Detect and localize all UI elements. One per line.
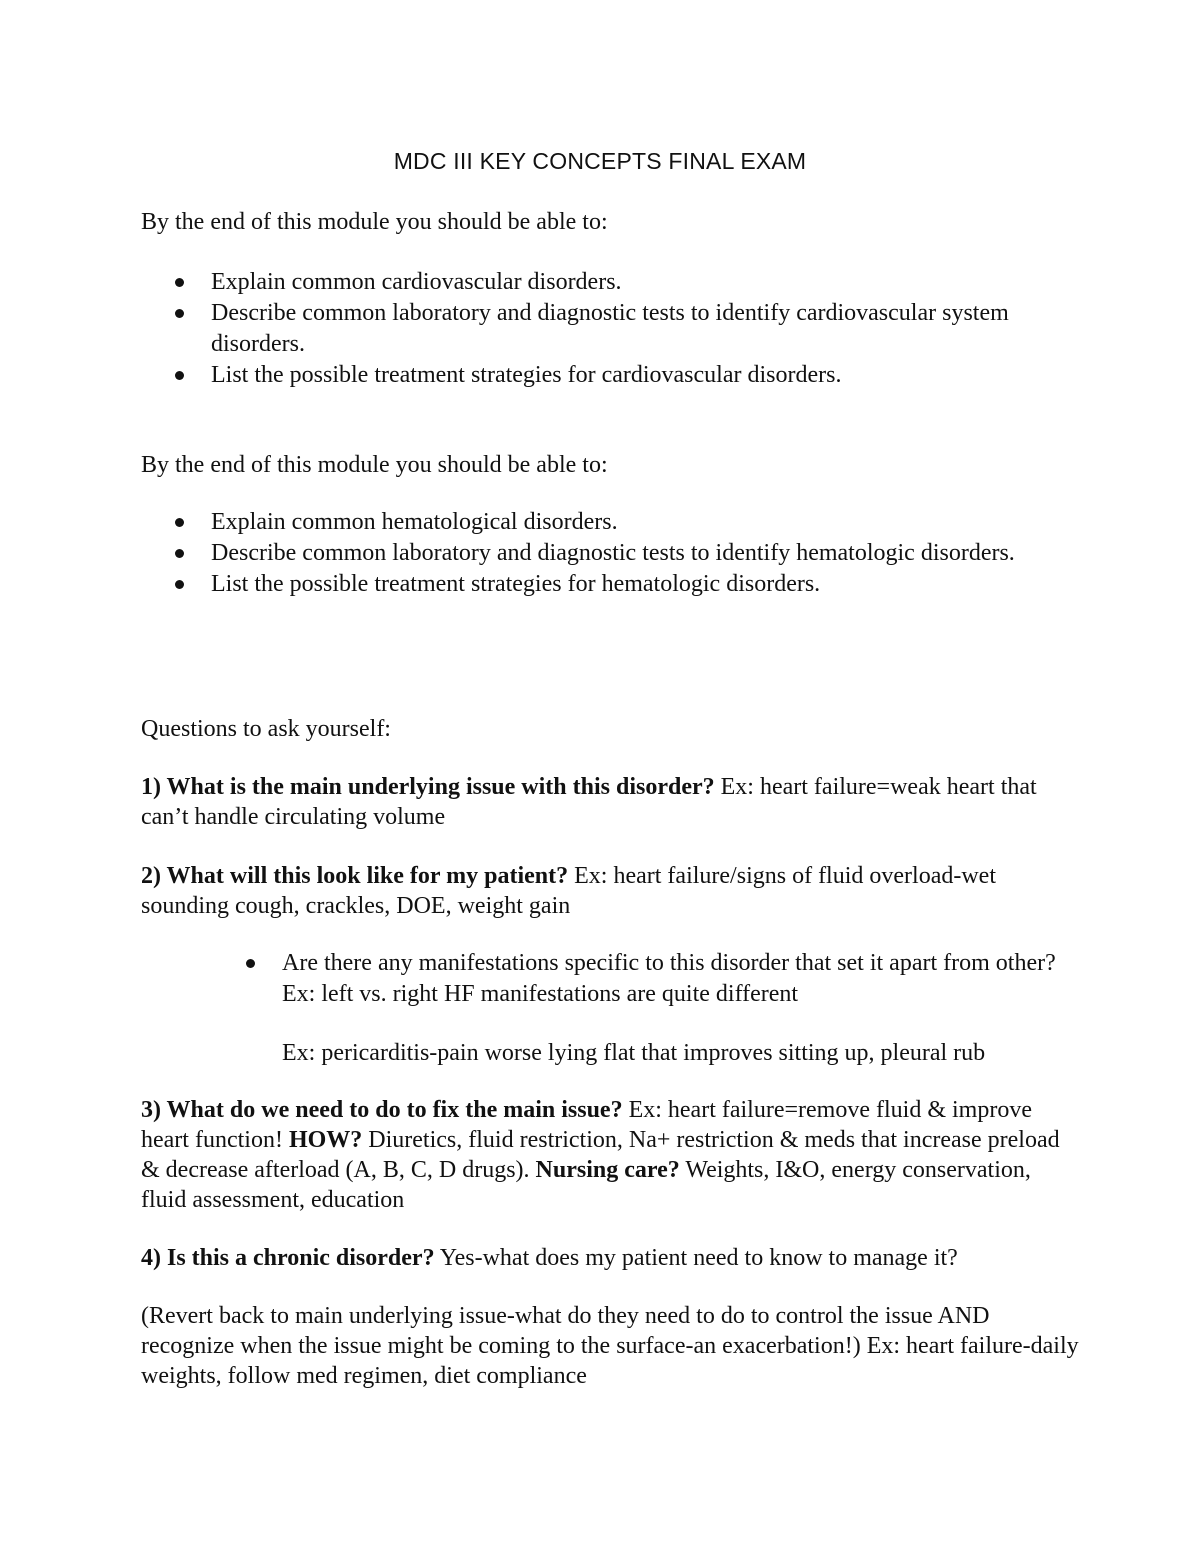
list-item: Are there any manifestations specific to this disorder that set it apart from other? Ex: left vs. right HF manifestations are quite different <box>212 948 1072 1010</box>
list-item: Describe common laboratory and diagnostic tests to identify cardiovascular system disorders. <box>141 298 1061 360</box>
question-3-label: 3) What do we need to do to fix the main issue? <box>141 1097 623 1123</box>
bullet-icon <box>175 549 184 558</box>
how-label: HOW? <box>288 1127 363 1153</box>
list-item: Explain common hematological disorders. <box>141 507 1061 538</box>
document-title: MDC III KEY CONCEPTS FINAL EXAM <box>393 148 807 174</box>
section1-intro: By the end of this module you should be able to: <box>141 209 608 235</box>
list-item: Explain common cardiovascular disorders. <box>141 267 1061 298</box>
question-4 <box>141 1243 1081 1273</box>
bullet-icon <box>175 518 184 527</box>
question-2-label: 2) What will this look like for my patient? <box>141 863 569 889</box>
bullet-icon <box>175 371 184 380</box>
list-item: List the possible treatment strategies for cardiovascular disorders. <box>141 360 1061 391</box>
question-4-label: 4) Is this a chronic disorder? <box>141 1245 435 1271</box>
bullet-icon <box>175 278 184 287</box>
section2-objectives-list <box>141 507 1061 600</box>
question-2 <box>141 861 1081 921</box>
question-3: 3) What do we need to do to fix the main issue? Ex: heart failure=remove fluid & improve heart function! HOW? Diuretics, fluid restriction, Na+ restriction & meds that increase preload & decrease afterload (A, B, C, D drugs). Nursing care? Weights, I&O, energy conservation, fluid assessment, education <box>141 1097 1060 1213</box>
bullet-icon <box>175 309 184 318</box>
question-2-example: Ex: pericarditis-pain worse lying flat that improves sitting up, pleural rub <box>282 1040 986 1066</box>
bullet-icon <box>175 580 184 589</box>
question-1 <box>141 772 1081 832</box>
questions-heading: Questions to ask yourself: <box>141 716 391 742</box>
question-1-label: 1) What is the main underlying issue with this disorder? <box>141 774 715 800</box>
question-1-text: Ex: heart failure=weak heart that can’t handle circulating volume <box>141 774 1037 830</box>
question-4-text: Yes-what does my patient need to know to manage it? <box>434 1245 958 1271</box>
bullet-icon <box>246 959 255 968</box>
list-item: List the possible treatment strategies for hematologic disorders. <box>141 569 1061 600</box>
section1-objectives-list <box>141 267 1061 391</box>
section2-intro: By the end of this module you should be able to: <box>141 452 608 478</box>
question-2-sublist <box>212 948 1072 1010</box>
question-2-text: Ex: heart failure/signs of fluid overload-wet sounding cough, crackles, DOE, weight gain <box>141 863 997 919</box>
closing-paragraph: (Revert back to main underlying issue-what do they need to do to control the issue AND recognize when the issue might be coming to the surface-an exacerbation!) Ex: heart failure-daily weights, follow med regimen, diet compliance <box>141 1303 1079 1389</box>
list-item: Describe common laboratory and diagnostic tests to identify hematologic disorders. <box>141 538 1061 569</box>
nursing-care-label: Nursing care? <box>535 1157 680 1183</box>
